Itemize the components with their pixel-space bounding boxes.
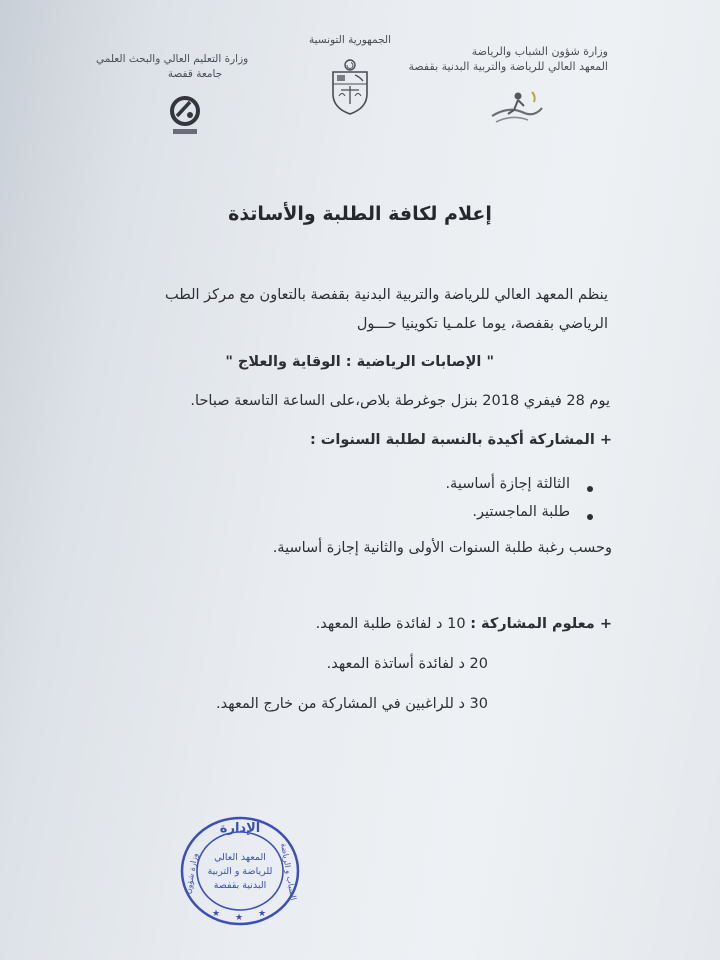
svg-text:★: ★ (258, 909, 267, 919)
republic-header: الجمهورية التونسية (309, 34, 391, 46)
bullet-icon (587, 486, 593, 492)
svg-text:البدنية بقفصة: البدنية بقفصة (213, 880, 267, 891)
fee-heading: + معلوم المشاركة : (470, 616, 612, 632)
intro-line-1: ينظم المعهد العالي للرياضة والتربية البدنية بقفصة بالتعاون مع مركز الطب (164, 287, 608, 303)
optional-participation-line: وحسب رغبة طلبة السنوات الأولى والثانية إجازة أساسية. (272, 540, 612, 556)
participation-heading: + المشاركة أكيدة بالنسبة لطلبة السنوات : (309, 432, 612, 448)
event-date-location: يوم 28 فيفري 2018 بنزل جوغرطة بلاص،على الساعة التاسعة صباحا. (190, 393, 610, 409)
ministry-higher-education-header: وزارة التعليم العالي والبحث العلمي جامعة قفصة (96, 53, 249, 80)
announcement-title: إعلام لكافة الطلبة والأساتذة (228, 203, 492, 225)
university-logo-icon (166, 94, 204, 138)
bullet-icon (587, 514, 593, 520)
svg-text:للرياضة و التربية: للرياضة و التربية (207, 866, 273, 877)
event-topic: " الإصابات الرياضية : الوقاية والعلاج " (225, 354, 494, 370)
list-item: الثالثة إجازة أساسية. (445, 476, 570, 492)
fee-teachers: 20 د لفائدة أساتذة المعهد. (326, 656, 488, 672)
svg-text:الإدارة: الإدارة (219, 821, 261, 836)
svg-text:★: ★ (235, 913, 244, 923)
svg-text:المعهد العالي: المعهد العالي (214, 852, 266, 863)
institute-logo-icon (488, 84, 544, 128)
coat-of-arms-icon (329, 58, 371, 116)
fee-students: 10 د لفائدة طلبة المعهد. (315, 616, 466, 632)
svg-text:وزارة شؤون: وزارة شؤون (183, 852, 200, 895)
svg-text:الشباب و الرياضة: الشباب و الرياضة (278, 842, 298, 901)
fee-line-1 (316, 616, 612, 632)
svg-text:★: ★ (212, 909, 221, 919)
fee-external: 30 د للراغبين في المشاركة من خارج المعهد. (216, 696, 488, 712)
official-stamp (178, 814, 302, 928)
intro-line-2: الرياضي بقفصة، يوما علمـيا تكوينيا حـــول (356, 316, 608, 332)
list-item: طلبة الماجستير. (472, 504, 570, 520)
ministry-youth-sports-header: وزارة شؤون الشباب والرياضة المعهد العالي للرياضة والتربية البدنية بقفصة (408, 45, 608, 73)
